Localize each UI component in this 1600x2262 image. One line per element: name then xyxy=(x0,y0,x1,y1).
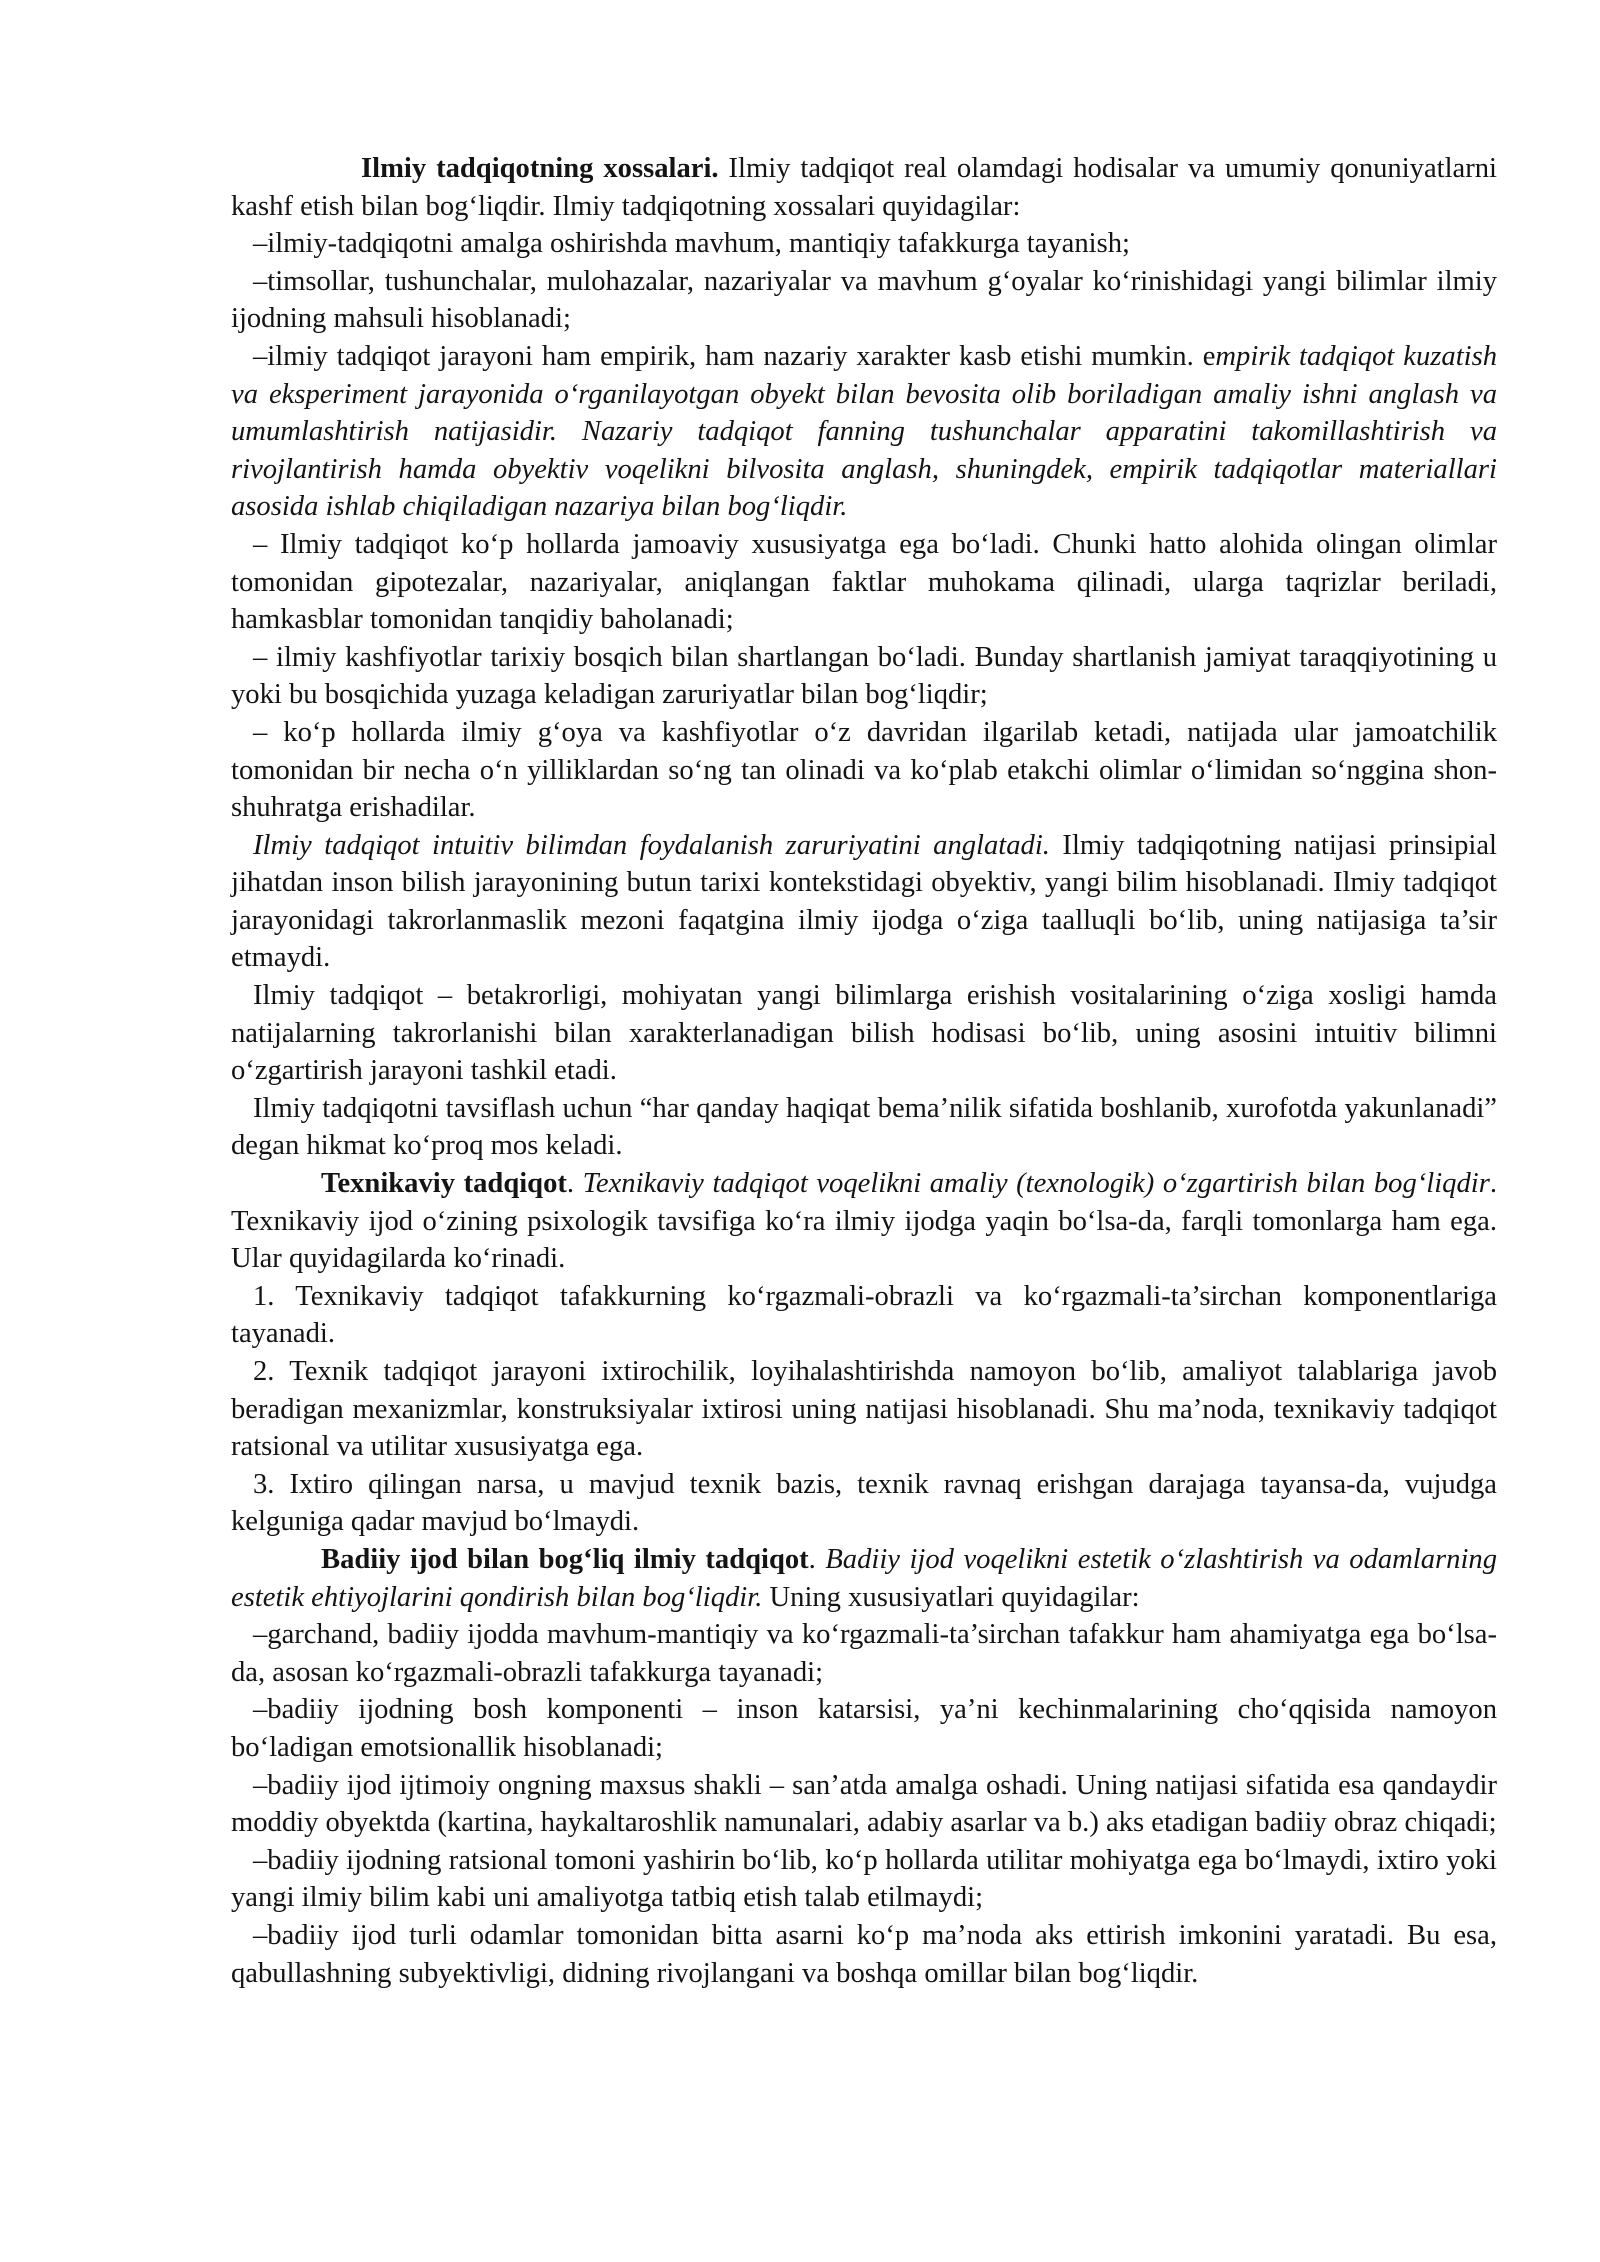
paragraph: Ilmiy tadqiqot – betakrorligi, mohiyatan yangi bilimlarga erishish vositalarining o‘ziga xosligi hamda natijalarning takrorlanishi bilan xarakterlanadigan bilish hodisasi bo‘lib, uning asosini intuitiv bilimni o‘zgartirish jarayoni tashkil etadi. xyxy=(231,980,1497,1087)
heading-badiiy-ijod: Badiiy ijod bilan bog‘liq ilmiy tadqiqot xyxy=(321,1543,809,1575)
italic-text: Texnikaviy tadqiqot voqelikni amaliy (texnologik) o‘zgartirish bilan bog‘liqdir xyxy=(582,1168,1490,1200)
heading-dot: . xyxy=(566,1168,583,1200)
paragraph-text: Ilmiy tadqiqot real olamdagi hodisalar va umumiy qonuniyatlarni kashf etish bilan bog‘liqdir. Ilmiy tadqiqotning xossalari quyidagilar: xyxy=(231,153,1498,222)
paragraph-s2-intro xyxy=(231,1165,1497,1278)
list-item: –timsollar, tushunchalar, mulohazalar, nazariyalar va mavhum g‘oyalar ko‘rinishidagi yangi bilimlar ilmiy ijodning mahsuli hisoblanadi; xyxy=(231,265,1497,335)
numbered-item: 1. Texnikaviy tadqiqot tafakkurning ko‘rgazmali-obrazli va ko‘rgazmali-ta’sirchan komponentlariga tayanadi. xyxy=(231,1280,1497,1350)
list-item: –badiiy ijodning bosh komponenti – inson katarsisi, ya’ni kechinmalarining cho‘qqisida namoyon bo‘ladigan emotsionallik hisoblanadi; xyxy=(231,1694,1497,1763)
italic-text: Badiiy ijod voqelikni estetik o‘zlashtirish va odamlarning estetik ehtiyojlarini qondirish bilan bog‘liqdir. xyxy=(231,1543,1498,1613)
document-page xyxy=(231,150,1497,1992)
paragraph-text: Uning xususiyatlari quyidagilar: xyxy=(762,1581,1140,1613)
italic-text: mpirik tadqiqot kuzatish va eksperiment jarayonida o‘rganilayotgan obyekt bilan bevosita olib boriladigan amaliy ishni anglash va umumlashtirish natijasidir. Nazariy tadqiqot fanning tushunchalar apparatini takomillashtirish va rivojlantirish hamda obyektiv voqelikni bilvosita anglash, shuningdek, empirik tadqiqotlar materiallari asosida ishlab chiqiladigan nazariya bilan bog‘liqdir. xyxy=(231,340,1498,523)
heading-ilmiy-tadqiqot-xossalari: Ilmiy tadqiqotning xossalari. xyxy=(361,153,719,184)
numbered-item: 2. Texnik tadqiqot jarayoni ixtirochilik, loyihalashtirishda namoyon bo‘lib, amaliyot talablariga javob beradigan mexanizmlar, konstruksiyalar ixtirosi uning natijasi hisoblanadi. Shu ma’noda, texnikaviy tadqiqot ratsional va utilitar xususiyatga ega. xyxy=(231,1356,1497,1463)
heading-dot: . xyxy=(808,1543,826,1575)
list-item: –badiiy ijod turli odamlar tomonidan bitta asarni ko‘p ma’noda aks ettirish imkonini yaratadi. Bu esa, qabullashning subyektivligi, didning rivojlangani va boshqa omillar bilan bog‘liqdir. xyxy=(231,1919,1497,1989)
list-item: –badiiy ijod ijtimoiy ongning maxsus shakli – san’atda amalga oshadi. Uning natijasi sifatida esa qandaydir moddiy obyektda (kartina, haykaltaroshlik namunalari, adabiy asarlar va b.) aks etadigan badiiy obraz chiqadi; xyxy=(231,1769,1497,1839)
paragraph-text: . Texnikaviy ijod o‘zining psixologik tavsifiga ko‘ra ilmiy ijodga yaqin bo‘lsa-da, farqli tomonlarga ham ega. Ular quyidagilarda ko‘rinadi. xyxy=(231,1168,1497,1275)
list-item: –garchand, badiiy ijodda mavhum-mantiqiy va ko‘rgazmali-ta’sirchan tafakkur ham ahamiyatga ega bo‘lsa-da, asosan ko‘rgazmali-obrazli tafakkurga tayanadi; xyxy=(231,1619,1497,1688)
italic-text: Ilmiy tadqiqot intuitiv bilimdan foydalanish zaruriyatini anglatadi. xyxy=(253,829,1050,861)
paragraph xyxy=(231,827,1497,977)
list-item: – ko‘p hollarda ilmiy g‘oya va kashfiyotlar o‘z davridan ilgarilab ketadi, natijada ular jamoatchilik tomonidan bir necha o‘n yilliklardan so‘ng tan olinadi va ko‘plab etakchi olimlar o‘limidan so‘nggina shon-shuhratga erishadilar. xyxy=(231,716,1497,824)
paragraph: Ilmiy tadqiqotni tavsiflash uchun “har qanday haqiqat bema’nilik sifatida boshlanib, xurofotda yakunlanadi” degan hikmat ko‘proq mos keladi. xyxy=(231,1092,1497,1162)
paragraph-s1-intro xyxy=(231,150,1497,225)
list-item: –badiiy ijodning ratsional tomoni yashirin bo‘lib, ko‘p hollarda utilitar mohiyatga ega bo‘lmaydi, ixtiro yoki yangi ilmiy bilim kabi uni amaliyotga tatbiq etish talab etilmaydi; xyxy=(231,1844,1497,1914)
list-item xyxy=(231,338,1497,526)
paragraph-s3-intro xyxy=(231,1541,1497,1616)
list-item: –ilmiy-tadqiqotni amalga oshirishda mavhum, mantiqiy tafakkurga tayanish; xyxy=(253,228,1130,260)
list-item: – ilmiy kashfiyotlar tarixiy bosqich bilan shartlangan bo‘ladi. Bunday shartlanish jamiyat taraqqiyotining u yoki bu bosqichida yuzaga keladigan zaruriyatlar bilan bog‘liqdir; xyxy=(231,641,1497,711)
list-item-text: –ilmiy tadqiqot jarayoni ham empirik, ham nazariy xarakter kasb etishi mumkin. e xyxy=(253,340,1216,372)
paragraph-text: Ilmiy tadqiqotning natijasi prinsipial jihatdan inson bilish jarayonining butun tarixi kontekstidagi obyektiv, yangi bilim hisoblanadi. Ilmiy tadqiqot jarayonidagi takrorlanmaslik mezoni faqatgina ilmiy ijodga o‘ziga taalluqli bo‘lib, uning natijasiga ta’sir etmaydi. xyxy=(231,829,1497,974)
heading-texnikaviy-tadqiqot: Texnikaviy tadqiqot xyxy=(321,1168,567,1200)
list-item: – Ilmiy tadqiqot ko‘p hollarda jamoaviy xususiyatga ega bo‘ladi. Chunki hatto alohida olingan olimlar tomonidan gipotezalar, nazariyalar, aniqlangan faktlar muhokama qilinadi, ularga taqrizlar beriladi, hamkasblar tomonidan tanqidiy baholanadi; xyxy=(231,528,1497,636)
numbered-item: 3. Ixtiro qilingan narsa, u mavjud texnik bazis, texnik ravnaq erishgan darajaga tayansa-da, vujudga kelguniga qadar mavjud bo‘lmaydi. xyxy=(231,1468,1497,1538)
